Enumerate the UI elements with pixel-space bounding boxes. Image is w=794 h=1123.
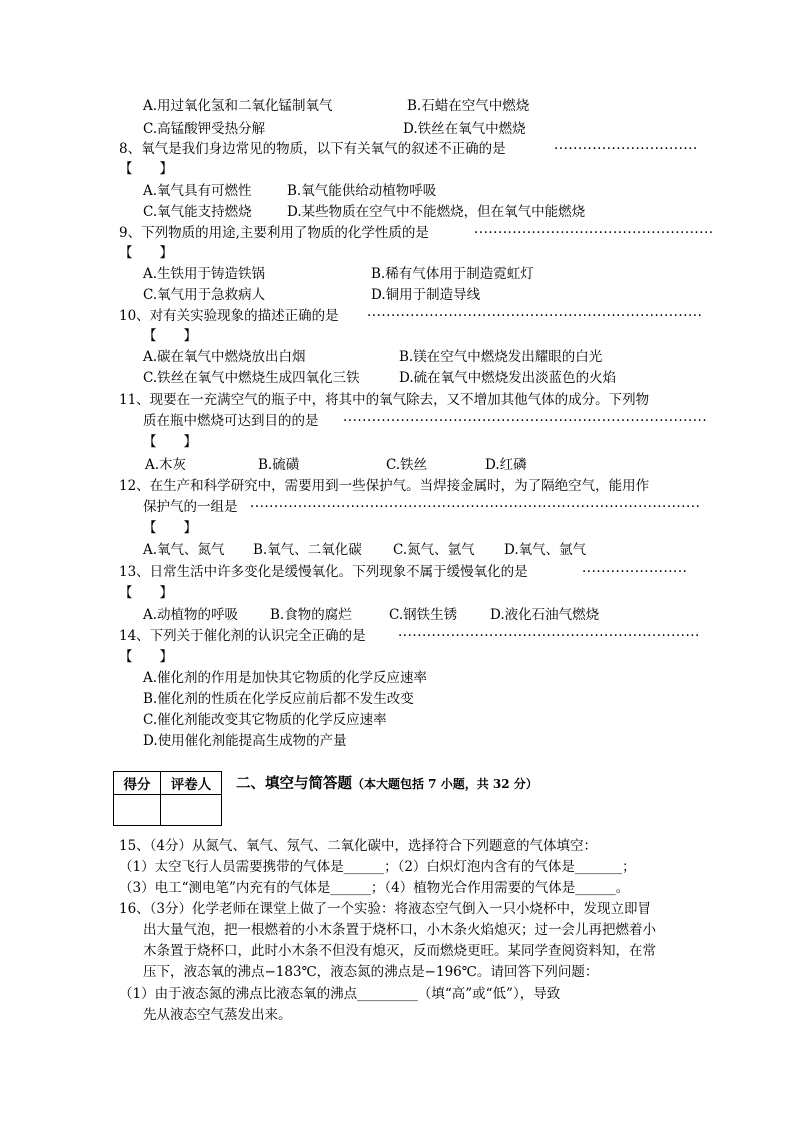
- q8-leader-dots: ······························: [554, 141, 698, 157]
- q8-answer-bracket: 【 】: [119, 161, 173, 177]
- grader-label: 评卷人: [161, 772, 222, 795]
- q13-option-a: A.动植物的呼吸: [143, 607, 239, 623]
- q10-option-a: A.碳在氧气中燃烧放出白烟: [143, 349, 306, 365]
- q11-option-d: D.红磷: [485, 457, 527, 473]
- q9-stem: 9、下列物质的用途,主要利用了物质的化学性质的是: [119, 225, 429, 241]
- q9-option-d: D.铜用于制造导线: [371, 287, 481, 303]
- q14-option-c: C.催化剂能改变其它物质的化学反应速率: [143, 712, 387, 728]
- q16-sub1-line2: 先从液态空气蒸发出来。: [143, 1007, 292, 1023]
- q11-option-c: C.铁丝: [386, 457, 428, 473]
- q13-stem: 13、日常生活中许多变化是缓慢氧化。下列现象不属于缓慢氧化的是: [119, 564, 528, 580]
- score-label: 得分: [114, 772, 161, 795]
- q12-answer-bracket: 【 】: [143, 520, 197, 536]
- q13-answer-bracket: 【 】: [119, 585, 173, 601]
- q12-option-d: D.氧气、氩气: [504, 542, 587, 558]
- q7-option-c: C.高锰酸钾受热分解: [143, 121, 266, 137]
- q16-sub1-line1: （1）由于液态氮的沸点比液态氧的沸点_________（填“高”或“低”），导致: [119, 986, 561, 1002]
- q8-option-a: A.氧气具有可燃性: [143, 183, 252, 199]
- q8-option-d: D.某些物质在空气中不能燃烧，但在氧气中能燃烧: [287, 204, 586, 220]
- q14-option-b: B.催化剂的性质在化学反应前后都不发生改变: [143, 691, 414, 707]
- q9-option-c: C.氧气用于急救病人: [143, 287, 266, 303]
- q11-option-b: B.硫磺: [258, 457, 300, 473]
- q16-line2: 出大量气泡，把一根燃着的小木条置于烧杯口，小木条火焰熄灭；过一会儿再把燃着小: [143, 922, 656, 938]
- q11-stem-line1: 11、现要在一充满空气的瓶子中，将其中的氧气除去，又不增加其他气体的成分。下列物: [119, 392, 650, 408]
- q15-line2: （3）电工“测电笔”内充有的气体是______；（4）植物光合作用需要的气体是______。: [119, 880, 630, 896]
- q14-option-a: A.催化剂的作用是加快其它物质的化学反应速率: [143, 670, 428, 686]
- q14-stem: 14、下列关于催化剂的认识完全正确的是: [119, 628, 366, 644]
- section-2-heading: [236, 772, 538, 793]
- q7-option-d: D.铁丝在氧气中燃烧: [403, 121, 526, 137]
- q11-leader-dots: ············································································: [343, 413, 708, 429]
- section-2-title: 二、填空与简答题: [236, 775, 352, 792]
- q10-option-c: C.铁丝在氧气中燃烧生成四氧化三铁: [143, 370, 360, 386]
- q8-option-c: C.氧气能支持燃烧: [143, 204, 252, 220]
- q10-answer-bracket: 【 】: [143, 328, 197, 344]
- q12-leader-dots: ······························································································: [250, 499, 701, 515]
- q8-option-b: B.氧气能供给动植物呼吸: [287, 183, 437, 199]
- q12-stem-line2: 保护气的一组是: [143, 499, 238, 515]
- q13-option-b: B.食物的腐烂: [270, 607, 352, 623]
- q7-option-a: A.用过氧化氢和二氧化锰制氧气: [143, 98, 333, 114]
- q13-option-d: D.液化石油气燃烧: [490, 607, 600, 623]
- q15-line1: （1）太空飞行人员需要携带的气体是______；（2）白炽灯泡内含有的气体是_______；: [119, 859, 636, 875]
- q10-option-b: B.镁在空气中燃烧发出耀眼的白光: [399, 349, 603, 365]
- q11-stem-line2: 质在瓶中燃烧可达到目的的是: [143, 413, 319, 429]
- section-2-note: （本大题包括 7 小题，共 32 分）: [352, 777, 538, 791]
- score-table: [113, 771, 222, 826]
- q12-stem-line1: 12、在生产和科学研究中，需要用到一些保护气。当焊接金属时，为了隔绝空气，能用作: [119, 478, 650, 494]
- q11-answer-bracket: 【 】: [143, 434, 197, 450]
- q12-option-a: A.氧气、氮气: [143, 542, 225, 558]
- q16-line4: 压下，液态氧的沸点−183℃，液态氮的沸点是−196℃。请回答下列问题：: [143, 964, 599, 980]
- grader-cell: [161, 795, 222, 826]
- q10-stem: 10、对有关实验现象的描述正确的是: [119, 308, 339, 324]
- q16-line3: 木条置于烧杯口，此时小木条不但没有熄灭，反而燃烧更旺。某同学查阅资料知，在常: [143, 943, 656, 959]
- q12-option-c: C.氮气、氩气: [393, 542, 475, 558]
- q13-leader-dots: ······················: [582, 564, 688, 580]
- q9-option-b: B.稀有气体用于制造霓虹灯: [371, 266, 534, 282]
- score-cell: [114, 795, 161, 826]
- q11-option-a: A.木灰: [145, 457, 187, 473]
- q10-option-d: D.硫在氧气中燃烧发出淡蓝色的火焰: [399, 370, 617, 386]
- q14-answer-bracket: 【 】: [119, 649, 173, 665]
- q9-answer-bracket: 【 】: [119, 245, 173, 261]
- q13-option-c: C.钢铁生锈: [389, 607, 458, 623]
- q9-leader-dots: ··················································: [474, 225, 714, 241]
- q7-option-b: B.石蜡在空气中燃烧: [407, 98, 530, 114]
- q14-option-d: D.使用催化剂能提高生成物的产量: [143, 733, 347, 749]
- q15-stem: 15、（4分）从氮气、氧气、氖气、二氧化碳中，选择符合下列题意的气体填空：: [119, 838, 598, 854]
- q9-option-a: A.生铁用于铸造铁锅: [143, 266, 266, 282]
- q10-leader-dots: ······································································: [367, 308, 703, 324]
- q14-leader-dots: ·······························································: [398, 628, 700, 644]
- q8-stem: 8、氧气是我们身边常见的物质，以下有关氧气的叙述不正确的是: [119, 141, 506, 157]
- q12-option-b: B.氧气、二氧化碳: [253, 542, 362, 558]
- q16-line1: 16、（3分）化学老师在课堂上做了一个实验：将液态空气倒入一只小烧杯中，发现立即冒: [119, 901, 652, 917]
